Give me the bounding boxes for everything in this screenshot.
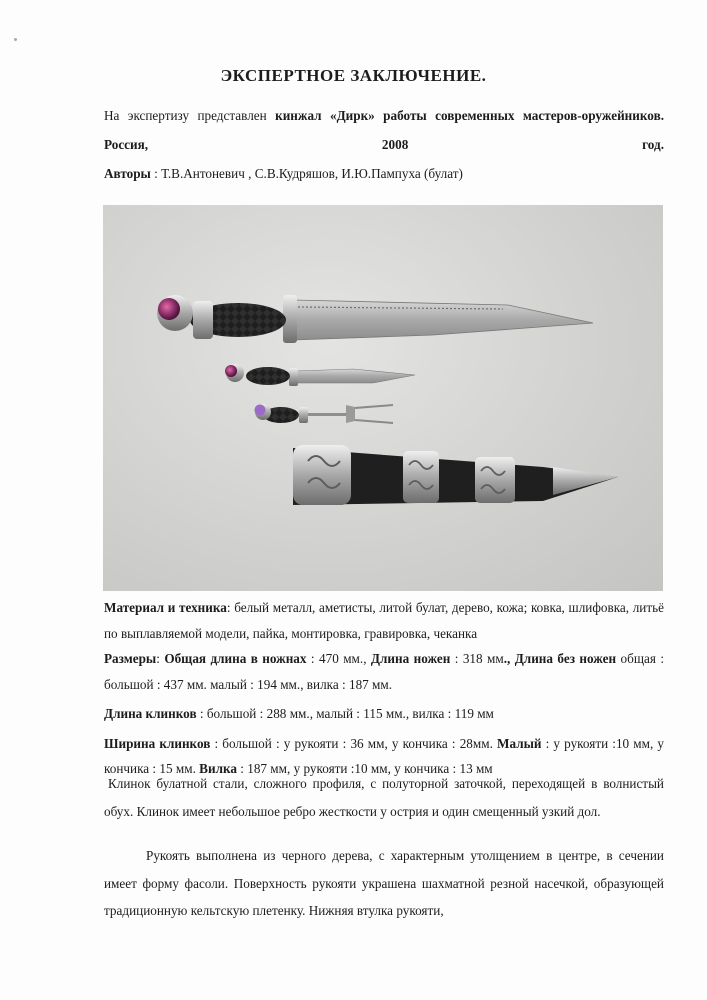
product-photo: [103, 205, 663, 591]
sizes-line: [104, 646, 664, 697]
intro-bold: кинжал «Дирк» работы современных мастеров-оружейников. Россия, 2008 год.: [104, 108, 664, 152]
blade-length-text: : большой : 288 мм., малый : 115 мм., вилка : 119 мм: [196, 706, 494, 721]
fork-icon: [255, 404, 394, 423]
intro-line: [104, 101, 664, 159]
sizes-label: Размеры: [104, 651, 157, 666]
blade-width-text-2: : у рукояти :10 мм, у кончика : 15 мм.: [104, 735, 664, 776]
blade-width-text-1: : большой : у рукояти : 36 мм, у кончика : 28мм.: [210, 735, 498, 751]
dirk-set-illustration: [103, 205, 663, 591]
intro-lead: На экспертизу представлен: [104, 108, 276, 123]
small-knife-icon: [225, 364, 415, 386]
total-length-label: Общая длина в ножнах: [164, 651, 307, 666]
material-text: : белый металл, аметисты, литой булат, дерево, кожа; ковка, шлифовка, литьё по выплавляемой модели, пайка, монтировка, гравировка, чеканка: [104, 600, 664, 641]
specifications-section: [104, 595, 664, 782]
blade-width-label: Ширина клинков: [104, 735, 211, 751]
sizes-sep: :: [156, 651, 165, 666]
total-length-value: : 470 мм.,: [306, 651, 371, 666]
no-sheath-label: ., Длина без ножен: [503, 651, 617, 666]
material-label: Материал и техника: [104, 600, 227, 615]
small-knife-label: Малый: [497, 735, 542, 751]
sheath-length-value: : 318 мм: [450, 651, 504, 666]
dirk-icon: [157, 295, 593, 343]
authors-line: [104, 159, 664, 188]
blade-description: Клинок булатной стали, сложного профиля, с полуторной заточкой, переходящей в волнистый обух. Клинок имеет небольшое ребро жесткости у острия и один смещенный узкий дол.: [104, 776, 664, 819]
scan-dot: [14, 38, 17, 41]
blade-length-line: [104, 701, 664, 727]
intro-paragraph: [104, 101, 664, 188]
blade-length-label: Длина клинков: [104, 706, 197, 721]
no-sheath-text: общая : большой : 437 мм. малый : 194 мм., вилка : 187 мм.: [104, 651, 665, 692]
material-line: [104, 595, 664, 646]
handle-description: Рукоять выполнена из черного дерева, с характерным утолщением в центре, в сечении имеет форму фасоли. Поверхность рукояти украшена шахматной резной насечкой, образующей традиционную кельтскую плетенку. Нижняя втулка рукояти,: [104, 848, 664, 918]
sheath-length-label: Длина ножен: [370, 651, 451, 666]
authors-label: Авторы: [104, 166, 151, 181]
authors-text: : Т.В.Антоневич , С.В.Кудряшов, И.Ю.Пампуха (булат): [150, 166, 463, 181]
scabbard-icon: [293, 445, 618, 505]
document-title: ЭКСПЕРТНОЕ ЗАКЛЮЧЕНИЕ.: [220, 66, 487, 85]
fork-label: Вилка: [199, 761, 237, 776]
blade-width-text-3: : 187 мм, у рукояти :10 мм, у кончика : 13 мм: [236, 761, 493, 776]
